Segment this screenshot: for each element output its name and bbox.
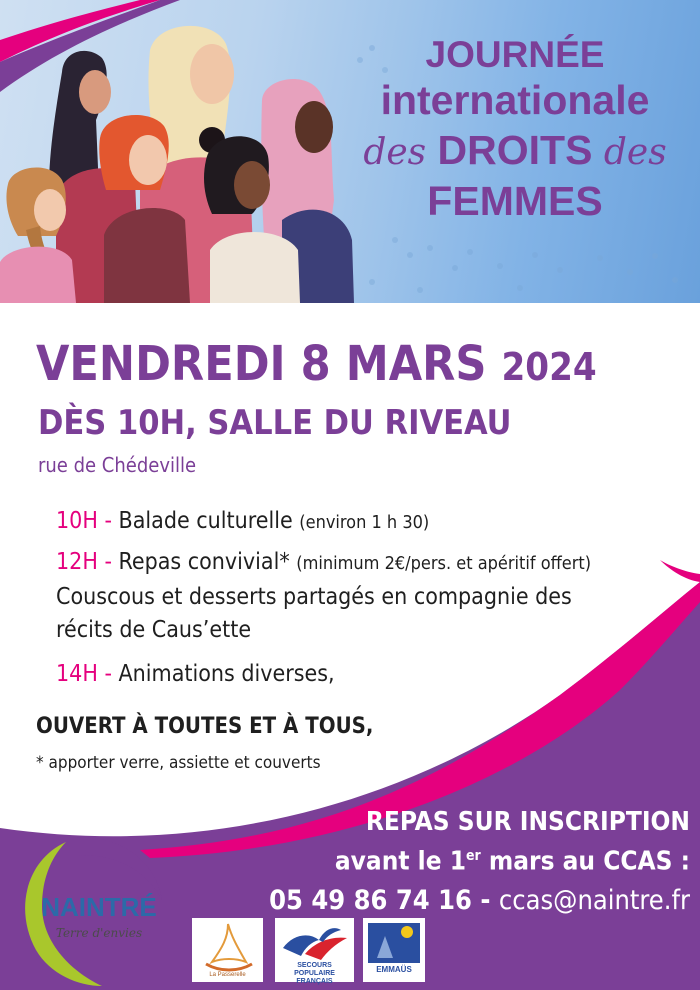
title-word-des-1: des	[363, 132, 427, 173]
naintre-logo	[6, 830, 176, 990]
header-banner	[0, 0, 700, 303]
deadline-sup: er	[465, 848, 481, 864]
program-activity: Repas convivial*	[118, 549, 290, 575]
deadline-text: avant le 1	[334, 846, 466, 877]
program-time: 12H -	[56, 549, 112, 575]
program-note: (minimum 2€/pers. et apéritif offert)	[296, 553, 592, 574]
contact-email: ccas@naintre.fr	[498, 884, 690, 916]
registration-deadline	[250, 839, 690, 879]
program-item-10h	[56, 508, 429, 534]
emmaus-text: EMMAÜS	[376, 965, 412, 974]
program-item-12h-detail-1: Couscous et desserts partagés en compagnie des	[56, 584, 572, 610]
registration-title: REPAS SUR INSCRIPTION	[365, 807, 690, 837]
program-item-12h-detail-2: récits de Caus’ette	[56, 617, 252, 643]
deadline-text-end: mars au CCAS :	[480, 846, 690, 877]
bring-note: * apporter verre, assiette et couverts	[36, 753, 321, 773]
title-word-des-2: des	[603, 132, 667, 173]
title-line-femmes: FEMMES	[427, 178, 603, 224]
title-line-droits	[330, 127, 700, 173]
program-item-12h	[56, 549, 591, 575]
event-street: rue de Chédeville	[38, 453, 197, 477]
program-activity: Balade culturelle	[118, 508, 293, 534]
emmaus-logo	[363, 918, 425, 982]
passerelle-text: La Passerelle	[209, 972, 246, 978]
program-note: (environ 1 h 30)	[299, 512, 430, 533]
program-time: 10H -	[56, 508, 112, 534]
open-to-all: OUVERT À TOUTES ET À TOUS,	[36, 714, 374, 739]
title-line-journee: JOURNÉE	[425, 34, 605, 75]
event-title	[330, 36, 700, 222]
registration-block	[250, 805, 690, 920]
event-year: 2024	[501, 345, 597, 389]
title-line-internationale: internationale	[380, 77, 650, 123]
secours-populaire-logo	[275, 918, 354, 985]
event-date-text: VENDREDI 8 MARS	[36, 336, 487, 392]
program-activity: Animations diverses,	[118, 661, 335, 687]
registration-contact	[250, 882, 690, 920]
contact-phone: 05 49 86 74 16 -	[269, 884, 491, 916]
title-word-droits: DROITS	[437, 127, 593, 173]
event-time-venue: DÈS 10H, SALLE DU RIVEAU	[38, 403, 512, 443]
program-item-14h	[56, 661, 335, 687]
naintre-name: NAINTRÉ	[41, 892, 157, 922]
passerelle-logo	[192, 918, 263, 982]
naintre-tagline: Terre d'envies	[55, 926, 143, 940]
secours-text: SECOURS POPULAIRE FRANÇAIS	[294, 962, 335, 985]
event-date	[36, 336, 597, 392]
program-time: 14H -	[56, 661, 112, 687]
